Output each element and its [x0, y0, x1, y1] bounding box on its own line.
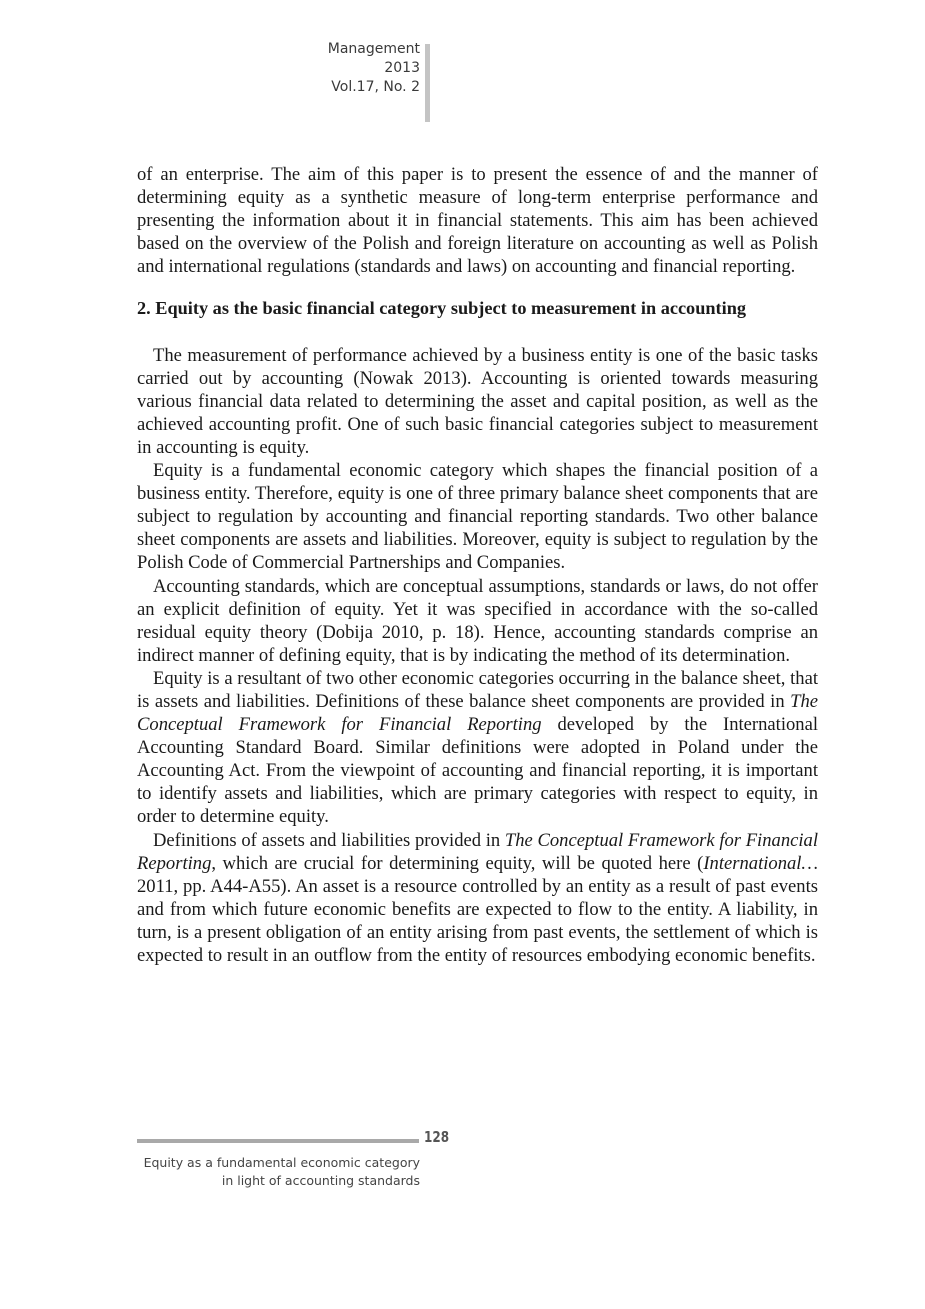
paragraph: The measurement of performance achieved by a business entity is one of the basic tasks carried out by accounting (Nowak 2013). Accounting is oriented towards measuring various financial data related to determining the asset and capital position, as well as the achieved accounting profit. One of such basic financial categories subject to measurement in accounting is equity.	[137, 344, 818, 458]
journal-volume: Vol.17, No. 2	[331, 79, 420, 95]
paragraph: Equity is a fundamental economic category which shapes the financial position of a business entity. Therefore, equity is one of three primary balance sheet components that are subject to regulation by accounting and financial reporting standards. Two other balance sheet components are assets and liabilities. Moreover, equity is subject to regulation by the Polish Code of Commercial Partnerships and Companies.	[137, 460, 818, 574]
footer-title-line: in light of accounting standards	[221, 1173, 420, 1188]
italic-title: The Conceptual Framework for Financial Reporting	[137, 829, 818, 874]
page-number: 128	[424, 1128, 450, 1146]
section-heading: 2. Equity as the basic financial category subject to measurement in accounting	[137, 298, 747, 319]
running-header	[250, 40, 420, 97]
text-span: Equity is a resultant of two other economic categories occurring in the balance sheet, that is assets and liabilities. Definitions of these balance sheet components are provided in	[137, 667, 818, 712]
text-span: , which are crucial for determining equity, will be quoted here (	[211, 852, 704, 874]
journal-name: Management	[327, 41, 420, 57]
intro-paragraph: of an enterprise. The aim of this paper is to present the essence of and the manner of determining equity as a synthetic measure of long-term enterprise performance and presenting the information about it in financial statements. This aim has been achieved based on the overview of the Polish and foreign literature on accounting as well as Polish and international regulations (standards and laws) on accounting and financial reporting.	[137, 164, 818, 278]
italic-title: The Conceptual Framework for Financial Reporting	[137, 690, 818, 736]
text-span: 2011, pp. A44-A55). An asset is a resource controlled by an entity as a result of past events and from which future economic benefits are expected to flow to the entity. A liability, in turn, is a present obligation of an entity arising from past events, the settlement of which is expected to result in an outflow from the entity of resources embodying economic benefits.	[137, 875, 818, 966]
paragraph	[137, 667, 818, 829]
text-span: developed by the International Accounting Standard Board. Similar definitions were adopted in Poland under the Accounting Act. From the viewpoint of accounting and financial reporting, it is important to identify assets and liabilities, which are primary categories with respect to equity, in order to determine equity.	[137, 714, 818, 828]
footer-divider	[137, 1139, 419, 1143]
paragraph: Accounting standards, which are conceptual assumptions, standards or laws, do not offer an explicit definition of equity. Yet it was specified in accordance with the so-called residual equity theory (Dobija 2010, p. 18). Hence, accounting standards comprise an indirect manner of defining equity, that is by indicating the method of its determination.	[137, 575, 818, 666]
journal-year: 2013	[384, 60, 420, 76]
italic-citation: International…	[703, 852, 818, 874]
footer-title-line: Equity as a fundamental economic category	[143, 1155, 420, 1170]
paragraph	[137, 829, 818, 968]
page-body	[137, 163, 818, 967]
text-span: Definitions of assets and liabilities provided in	[153, 829, 505, 851]
running-footer	[120, 1154, 420, 1190]
header-divider	[425, 44, 430, 122]
